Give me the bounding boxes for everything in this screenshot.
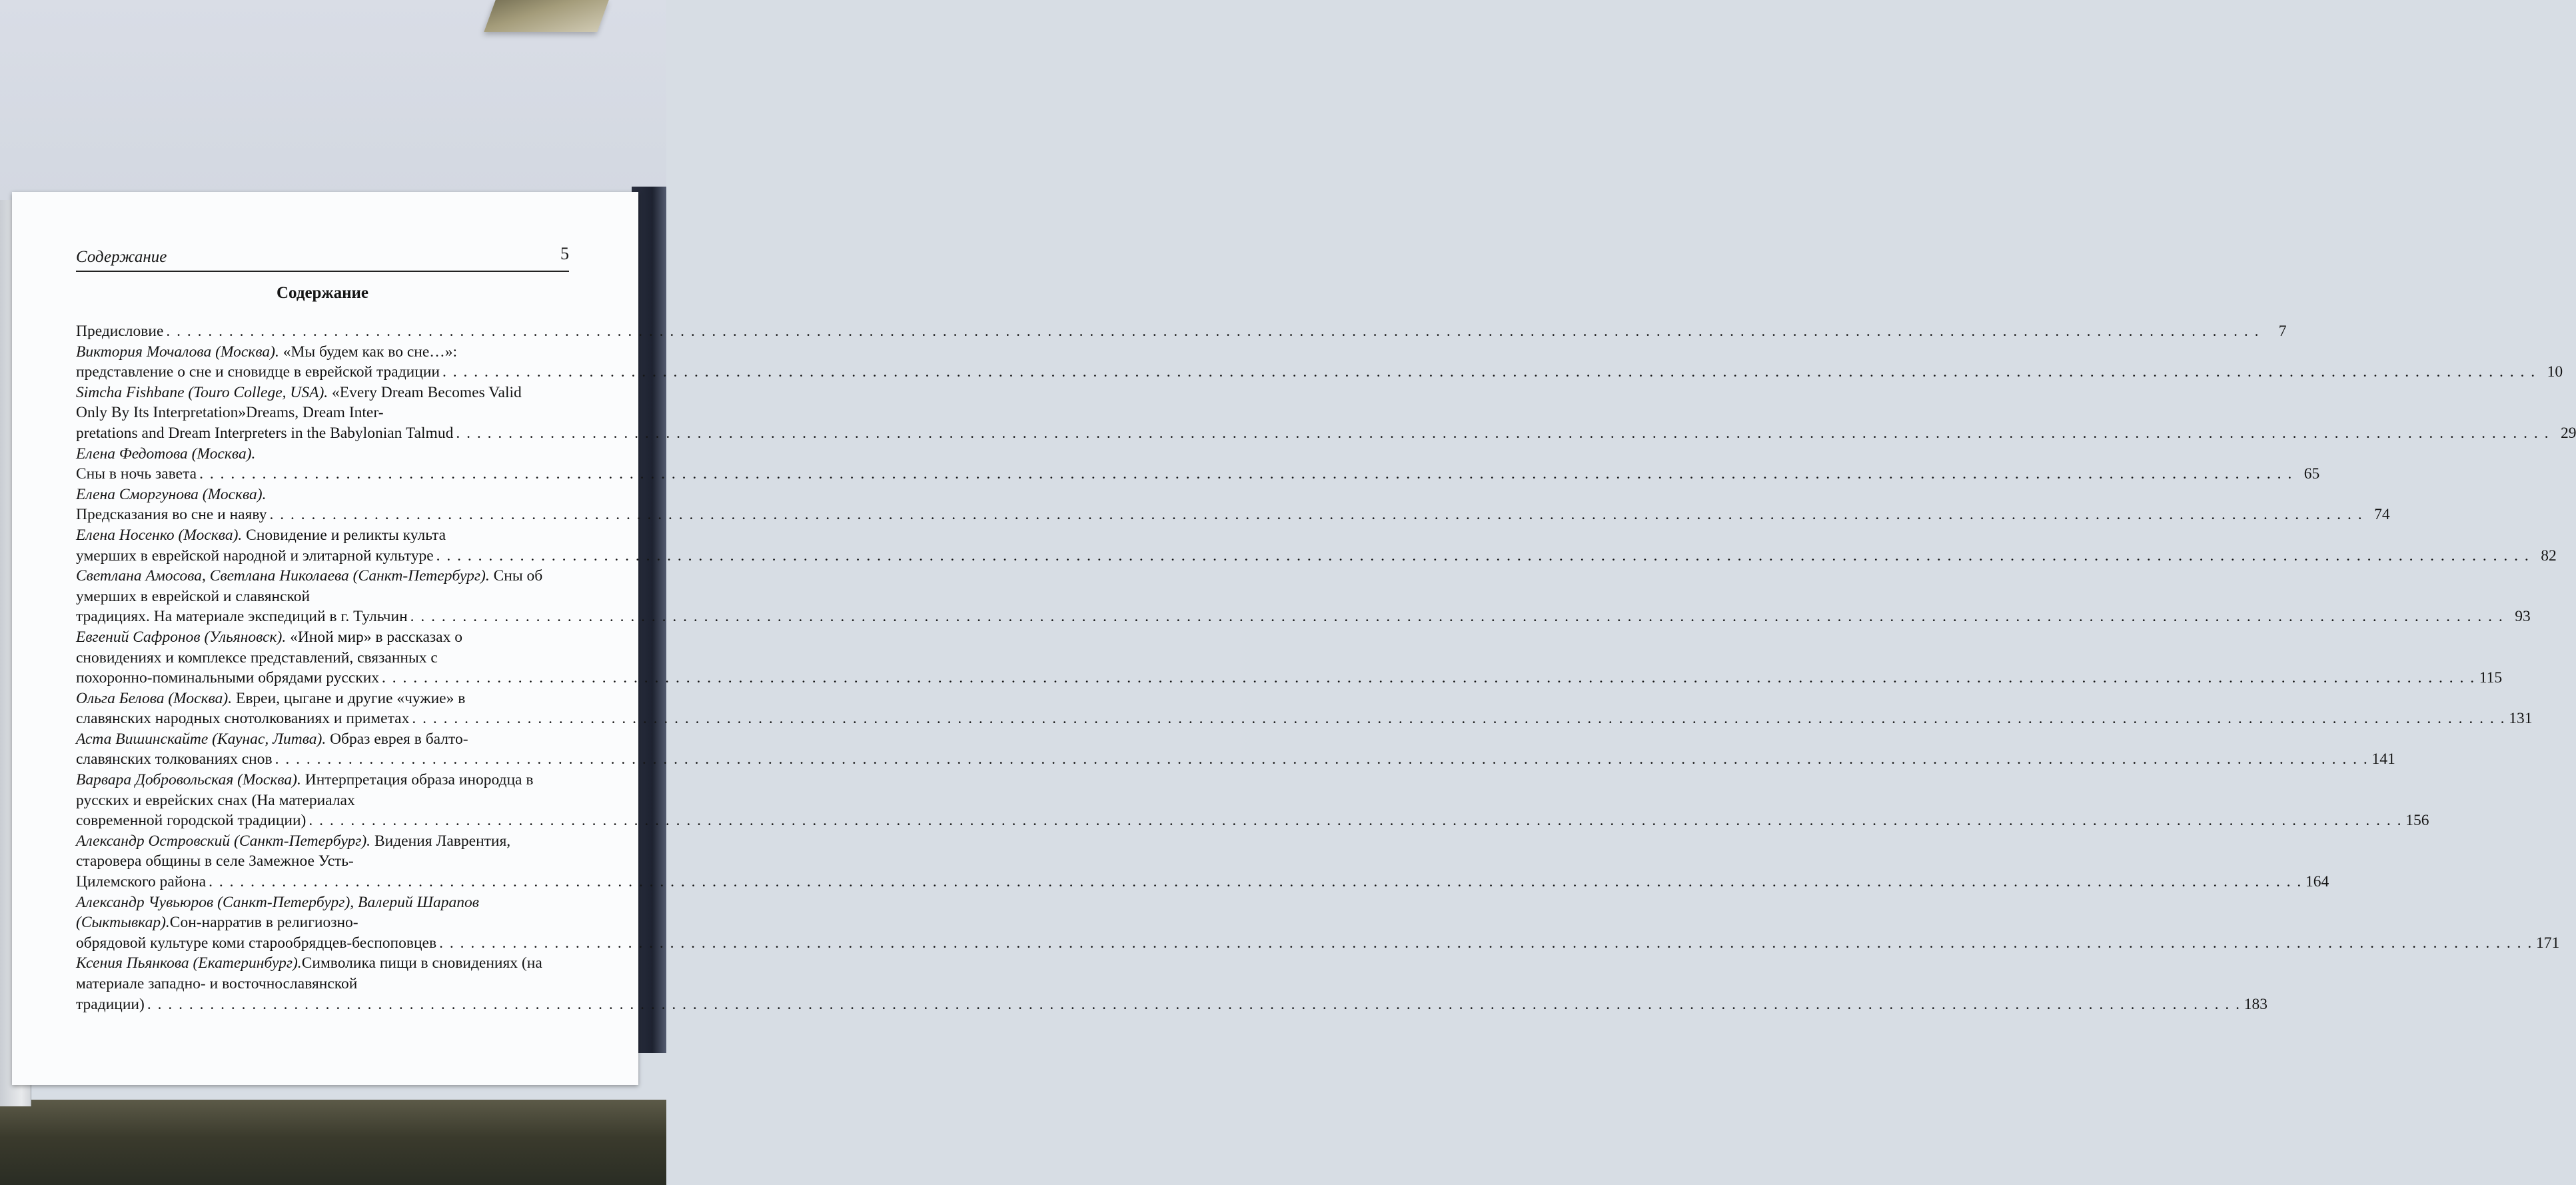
- toc-entry[interactable]: [76, 831, 2329, 892]
- toc-page-number: 10: [2547, 363, 2563, 381]
- toc-title-text: сновидениях (на материале западно- и восточнославянской: [76, 954, 542, 992]
- toc-title-text: славянских народных снотолкованиях и приметах: [76, 710, 410, 728]
- toc-title-text: похоронно-поминальными обрядами русских: [76, 669, 380, 687]
- corner-object: [484, 0, 608, 32]
- toc-entry-body: [76, 627, 550, 668]
- toc-title-text: сновидениях и комплексе представлений, связанных с: [76, 648, 438, 666]
- toc-page-number: 29: [2560, 424, 2576, 442]
- dot-leader: . . . . . . . . . . . . . . . . . . . . . . . . . . . . . . . . . . . . . . . . . . . . . . . . . . . . . . . . . . . . . . . . . . . . . . . . . . . . . . . . . . . . . . . . . . . . . . . . . . . . . . . . . . . . . . . . . . . . . . . . . . . . . . . . . . . . . . . . . . . . . . . . . . . . . . . . . . . . . . . . . . . . . . . . . . . . . . . . . . . . . . . . . . . . . . . . . . . . . . . .: [275, 750, 2369, 768]
- toc-last-line: [76, 810, 2429, 831]
- toc-title-text: обрядовой культуре коми старообрядцев-беспоповцев: [76, 934, 437, 952]
- toc-entry[interactable]: [76, 525, 2557, 566]
- toc-last-line: [76, 933, 2560, 954]
- toc-page-number: 65: [2303, 465, 2320, 483]
- book-page: [12, 192, 2576, 1085]
- toc-entry[interactable]: [76, 383, 2576, 444]
- toc-entry[interactable]: [76, 688, 2533, 729]
- toc-entry[interactable]: [76, 729, 2395, 770]
- toc-page-number: 164: [2305, 873, 2329, 891]
- dot-leader: . . . . . . . . . . . . . . . . . . . . . . . . . . . . . . . . . . . . . . . . . . . . . . . . . . . . . . . . . . . . . . . . . . . . . . . . . . . . . . . . . . . . . . . . . . . . . . . . . . . . . . . . . . . . . . . . . . . . . . . . . . . . . . . . . . . . . . . . . . . . . . . . . . . . . . . . . . . . . . . . . . . . . . . . . . . . . . . . . . . . . . . . . . . . . . . . . . . . . . . .: [269, 506, 2363, 524]
- dot-leader: . . . . . . . . . . . . . . . . . . . . . . . . . . . . . . . . . . . . . . . . . . . . . . . . . . . . . . . . . . . . . . . . . . . . . . . . . . . . . . . . . . . . . . . . . . . . . . . . . . . . . . . . . . . . . . . . . . . . . . . . . . . . . . . . . . . . . . . . . . . . . . . . . . . . . . . . . . . . . . . . . . . . . . . . . . . . . . . . . . . . . . . . . . . . . . . . . . . . . . . .: [166, 323, 2260, 340]
- toc-last-line: [76, 546, 2557, 567]
- toc-title-text: Интерпретация образа: [305, 771, 455, 789]
- toc-entry-body: [76, 892, 550, 933]
- toc-last-line: [76, 464, 2320, 485]
- toc-author: Александр Чувьюров (Санкт-Петербург), Валерий Шарапов (Сыктывкар).: [76, 893, 479, 932]
- toc-author: Александр Островский (Санкт-Петербург).: [76, 832, 374, 850]
- toc-author: Елена Федотова (Москва).: [76, 445, 256, 463]
- toc-page-number: 131: [2509, 710, 2533, 728]
- dot-leader: . . . . . . . . . . . . . . . . . . . . . . . . . . . . . . . . . . . . . . . . . . . . . . . . . . . . . . . . . . . . . . . . . . . . . . . . . . . . . . . . . . . . . . . . . . . . . . . . . . . . . . . . . . . . . . . . . . . . . . . . . . . . . . . . . . . . . . . . . . . . . . . . . . . . . . . . . . . . . . . . . . . . . . . . . . . . . . . . . . . . . . . . . . . . . . . . . . . . . . . .: [209, 873, 2303, 891]
- dot-leader: . . . . . . . . . . . . . . . . . . . . . . . . . . . . . . . . . . . . . . . . . . . . . . . . . . . . . . . . . . . . . . . . . . . . . . . . . . . . . . . . . . . . . . . . . . . . . . . . . . . . . . . . . . . . . . . . . . . . . . . . . . . . . . . . . . . . . . . . . . . . . . . . . . . . . . . . . . . . . . . . . . . . . . . . . . . . . . . . . . . . . . . . . . . . . . . . . . . . . . . .: [199, 465, 2293, 483]
- dot-leader: . . . . . . . . . . . . . . . . . . . . . . . . . . . . . . . . . . . . . . . . . . . . . . . . . . . . . . . . . . . . . . . . . . . . . . . . . . . . . . . . . . . . . . . . . . . . . . . . . . . . . . . . . . . . . . . . . . . . . . . . . . . . . . . . . . . . . . . . . . . . . . . . . . . . . . . . . . . . . . . . . . . . . . . . . . . . . . . . . . . . . . . . . . . . . . . . . . . . . . . .: [382, 669, 2476, 687]
- toc-title-text: представление о сне и сновидце в еврейской традиции: [76, 363, 440, 381]
- toc-title-text: pretations and Dream Interpreters in the Babylonian Talmud: [76, 424, 454, 442]
- toc-last-line: [76, 606, 2531, 627]
- toc-title-text: Сон-нарратив в религиозно-: [169, 914, 358, 932]
- toc-entry[interactable]: [76, 770, 2429, 831]
- toc-title-text: Видения: [374, 832, 432, 850]
- toc-author: Елена Носенко (Москва).: [76, 526, 247, 544]
- toc-title-text: славянских толкованиях снов: [76, 750, 273, 768]
- toc-title-text: «Мы будем как во сне…»:: [283, 343, 458, 361]
- dot-leader: . . . . . . . . . . . . . . . . . . . . . . . . . . . . . . . . . . . . . . . . . . . . . . . . . . . . . . . . . . . . . . . . . . . . . . . . . . . . . . . . . . . . . . . . . . . . . . . . . . . . . . . . . . . . . . . . . . . . . . . . . . . . . . . . . . . . . . . . . . . . . . . . . . . . . . . . . . . . . . . . . . . . . . . . . . . . . . . . . . . . . . . . . . . . . . . . . . . . . . . .: [412, 710, 2506, 728]
- toc-author: Аста Вишинскайте (Каунас, Литва).: [76, 730, 330, 748]
- toc-last-line: [76, 321, 2287, 342]
- toc-author: Варвара Добровольская (Москва).: [76, 771, 305, 789]
- toc-title-text: «Every Dream: [332, 383, 424, 401]
- toc-entry[interactable]: [76, 627, 2503, 688]
- dot-leader: . . . . . . . . . . . . . . . . . . . . . . . . . . . . . . . . . . . . . . . . . . . . . . . . . . . . . . . . . . . . . . . . . . . . . . . . . . . . . . . . . . . . . . . . . . . . . . . . . . . . . . . . . . . . . . . . . . . . . . . . . . . . . . . . . . . . . . . . . . . . . . . . . . . . . . . . . . . . . . . . . . . . . . . . . . . . . . . . . . . . . . . . . . . . . . . . . . . . . . . .: [456, 424, 2550, 442]
- dot-leader: . . . . . . . . . . . . . . . . . . . . . . . . . . . . . . . . . . . . . . . . . . . . . . . . . . . . . . . . . . . . . . . . . . . . . . . . . . . . . . . . . . . . . . . . . . . . . . . . . . . . . . . . . . . . . . . . . . . . . . . . . . . . . . . . . . . . . . . . . . . . . . . . . . . . . . . . . . . . . . . . . . . . . . . . . . . . . . . . . . . . . . . . . . . . . . . . . . . . . . . .: [439, 934, 2533, 952]
- toc-title-text: Becomes Valid Only By Its Interpretation»Dreams, Dream Inter-: [76, 383, 522, 422]
- toc-entry-body: [76, 729, 550, 750]
- toc-entry[interactable]: [76, 892, 2560, 954]
- dot-leader: . . . . . . . . . . . . . . . . . . . . . . . . . . . . . . . . . . . . . . . . . . . . . . . . . . . . . . . . . . . . . . . . . . . . . . . . . . . . . . . . . . . . . . . . . . . . . . . . . . . . . . . . . . . . . . . . . . . . . . . . . . . . . . . . . . . . . . . . . . . . . . . . . . . . . . . . . . . . . . . . . . . . . . . . . . . . . . . . . . . . . . . . . . . . . . . . . . . . . . . .: [147, 995, 2241, 1013]
- toc-title-text: современной городской традиции): [76, 812, 307, 830]
- dot-leader: . . . . . . . . . . . . . . . . . . . . . . . . . . . . . . . . . . . . . . . . . . . . . . . . . . . . . . . . . . . . . . . . . . . . . . . . . . . . . . . . . . . . . . . . . . . . . . . . . . . . . . . . . . . . . . . . . . . . . . . . . . . . . . . . . . . . . . . . . . . . . . . . . . . . . . . . . . . . . . . . . . . . . . . . . . . . . . . . . . . . . . . . . . . . . . . . . . . . . . . .: [309, 812, 2403, 830]
- toc-title-text: Предисловие: [76, 323, 164, 340]
- toc-entry-body: [76, 525, 550, 546]
- toc-page-number: 171: [2535, 934, 2560, 952]
- toc-entry-body: [76, 831, 550, 872]
- toc-last-line: [76, 362, 2563, 383]
- toc-title-text: «Иной мир» в рассказах о: [290, 628, 462, 646]
- table-of-contents: [76, 321, 2576, 1014]
- dot-leader: . . . . . . . . . . . . . . . . . . . . . . . . . . . . . . . . . . . . . . . . . . . . . . . . . . . . . . . . . . . . . . . . . . . . . . . . . . . . . . . . . . . . . . . . . . . . . . . . . . . . . . . . . . . . . . . . . . . . . . . . . . . . . . . . . . . . . . . . . . . . . . . . . . . . . . . . . . . . . . . . . . . . . . . . . . . . . . . . . . . . . . . . . . . . . . . . . . . . . . . .: [410, 608, 2504, 626]
- toc-entry[interactable]: [76, 342, 2563, 383]
- toc-entry[interactable]: [76, 444, 2320, 485]
- toc-entry-body: [76, 342, 550, 363]
- toc-title: Содержание: [276, 284, 368, 302]
- toc-title-text: Предсказания во сне и наяву: [76, 506, 267, 524]
- toc-title-text: Сны об умерших в еврейской и славянской: [76, 567, 543, 605]
- toc-title-text: Сны в ночь завета: [76, 465, 197, 483]
- toc-last-line: [76, 749, 2395, 770]
- toc-entry-body: [76, 383, 550, 423]
- toc-page-number: 115: [2479, 669, 2503, 687]
- toc-entry[interactable]: [76, 485, 2390, 525]
- toc-title-text: Лаврентия, старовера общины в селе Замежное Усть-: [76, 832, 511, 870]
- toc-entry[interactable]: [76, 321, 2287, 342]
- toc-author: Евгений Сафронов (Ульяновск).: [76, 628, 291, 646]
- toc-title-text: Евреи, цыгане и другие «чужие» в: [235, 689, 466, 707]
- toc-entry[interactable]: [76, 566, 2531, 627]
- toc-entry-body: [76, 485, 550, 505]
- toc-entry-body: [76, 688, 550, 709]
- toc-author: Елена Сморгунова (Москва).: [76, 485, 267, 503]
- dot-leader: . . . . . . . . . . . . . . . . . . . . . . . . . . . . . . . . . . . . . . . . . . . . . . . . . . . . . . . . . . . . . . . . . . . . . . . . . . . . . . . . . . . . . . . . . . . . . . . . . . . . . . . . . . . . . . . . . . . . . . . . . . . . . . . . . . . . . . . . . . . . . . . . . . . . . . . . . . . . . . . . . . . . . . . . . . . . . . . . . . . . . . . . . . . . . . . . . . . . . . . .: [436, 547, 2530, 565]
- toc-last-line: [76, 423, 2576, 444]
- toc-last-line: [76, 994, 2267, 1015]
- toc-last-line: [76, 668, 2503, 688]
- running-title: Содержание: [76, 248, 167, 266]
- toc-entry-body: [76, 953, 550, 994]
- toc-title-text: Символика пищи в: [301, 954, 428, 972]
- toc-page-number: 7: [2278, 323, 2287, 340]
- toc-last-line: [76, 505, 2390, 525]
- toc-author: Simcha Fishbane (Touro College, USA).: [76, 383, 332, 401]
- toc-page-number: 156: [2405, 812, 2429, 830]
- page-number: 5: [560, 244, 569, 263]
- toc-entry-body: [76, 770, 550, 810]
- toc-title-text: традициях. На материале экспедиций в г. Тульчин: [76, 608, 408, 626]
- toc-page-number: 93: [2515, 608, 2531, 626]
- toc-title-text: Цилемского района: [76, 873, 207, 891]
- toc-page-number: 74: [2374, 506, 2390, 524]
- toc-entry-body: [76, 444, 550, 465]
- toc-title-text: инородца в русских и еврейских снах (На материалах: [76, 771, 534, 809]
- toc-page-number: 183: [2244, 995, 2267, 1013]
- toc-page-number: 82: [2541, 547, 2557, 565]
- toc-last-line: [76, 708, 2533, 729]
- toc-author: Ольга Белова (Москва).: [76, 689, 236, 707]
- toc-entry-body: [76, 566, 550, 606]
- toc-entry[interactable]: [76, 953, 2267, 1014]
- dot-leader: . . . . . . . . . . . . . . . . . . . . . . . . . . . . . . . . . . . . . . . . . . . . . . . . . . . . . . . . . . . . . . . . . . . . . . . . . . . . . . . . . . . . . . . . . . . . . . . . . . . . . . . . . . . . . . . . . . . . . . . . . . . . . . . . . . . . . . . . . . . . . . . . . . . . . . . . . . . . . . . . . . . . . . . . . . . . . . . . . . . . . . . . . . . . . . . . . . . . . . . .: [442, 363, 2537, 381]
- toc-title-text: традиции): [76, 995, 145, 1013]
- running-head: [76, 244, 569, 272]
- toc-title-text: Сновидение и реликты культа: [246, 526, 446, 544]
- toc-author: Ксения Пьянкова (Екатеринбург).: [76, 954, 302, 972]
- toc-author: Светлана Амосова, Светлана Николаева (Санкт-Петербург).: [76, 567, 494, 585]
- toc-last-line: [76, 872, 2329, 892]
- background-ground: [0, 1100, 666, 1185]
- toc-title-text: Образ еврея в балто-: [330, 730, 468, 748]
- toc-title-text: умерших в еврейской народной и элитарной культуре: [76, 547, 434, 565]
- toc-author: Виктория Мочалова (Москва).: [76, 343, 283, 361]
- toc-page-number: 141: [2371, 750, 2395, 768]
